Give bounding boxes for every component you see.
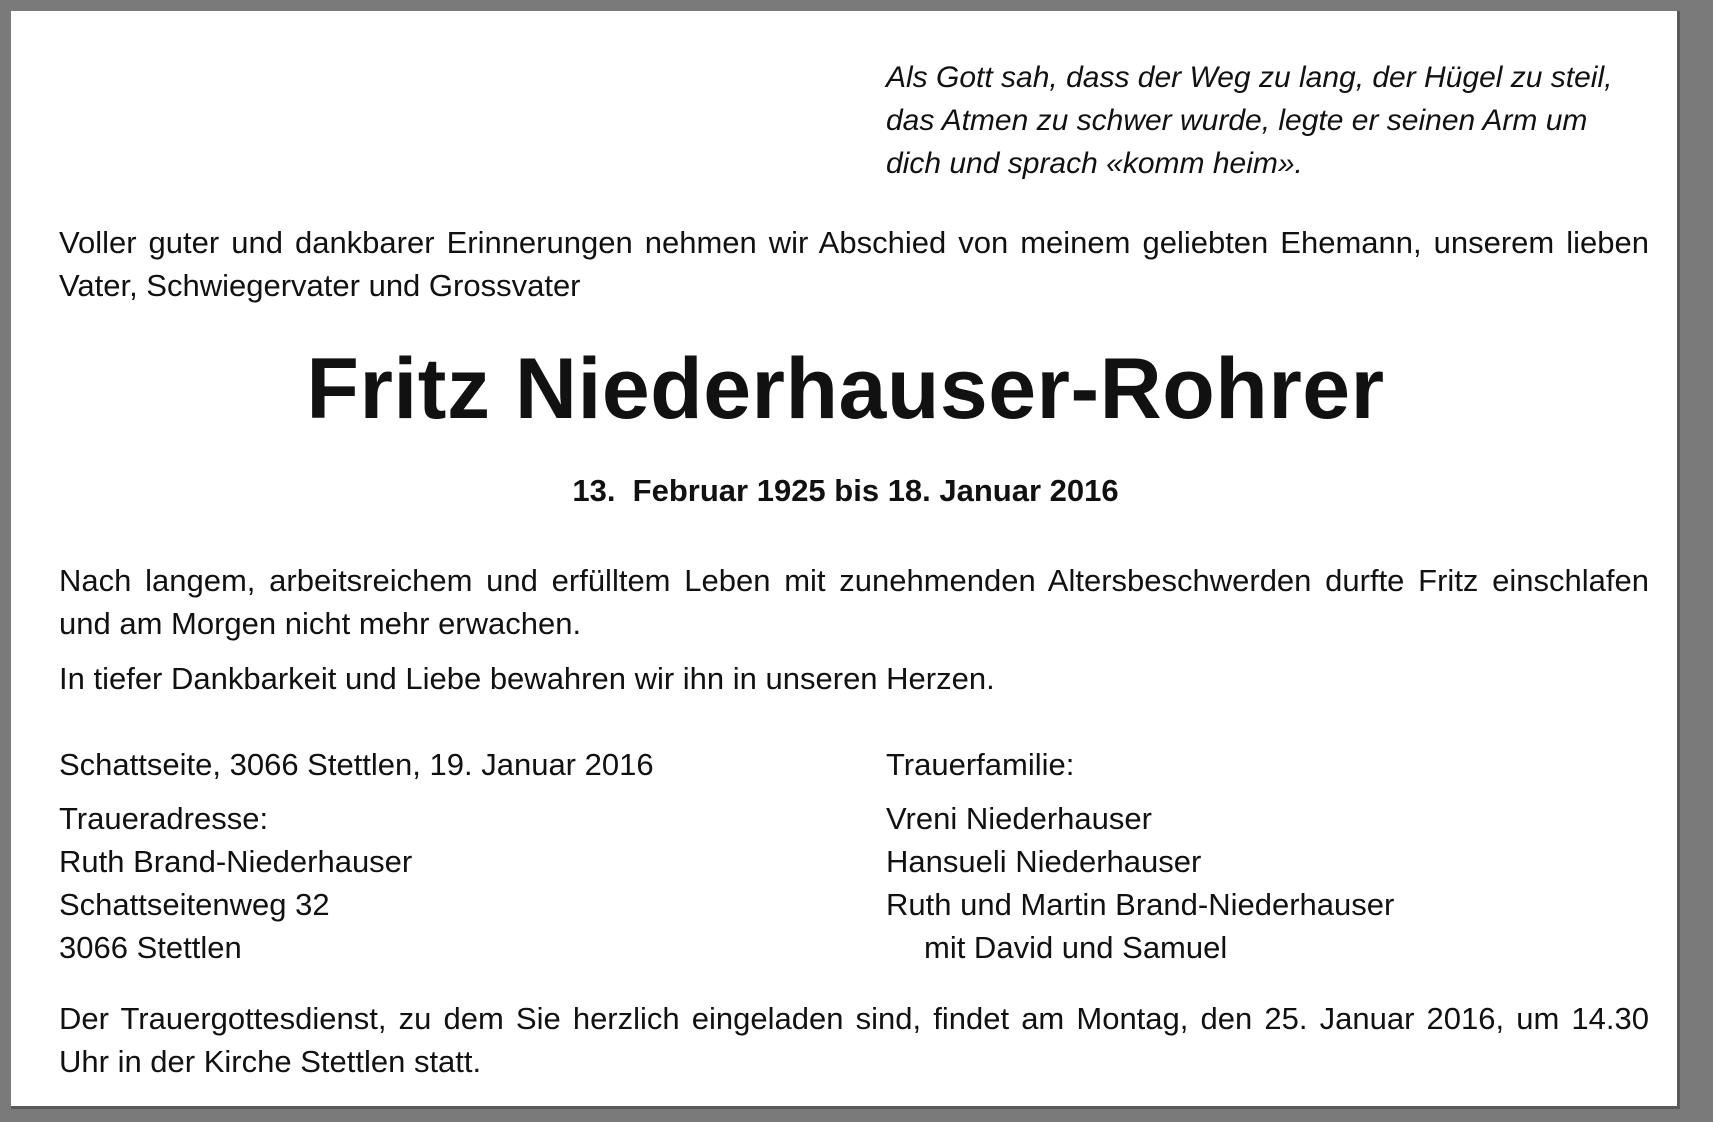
family-member: mit David und Samuel: [924, 930, 1228, 965]
address-line: Schattseitenweg 32: [59, 887, 330, 922]
family-members: [886, 797, 1394, 969]
quote-line: dich und sprach «komm heim».: [886, 147, 1303, 180]
family-member: Hansueli Niederhauser: [886, 844, 1202, 879]
family-member: Vreni Niederhauser: [886, 801, 1152, 836]
service-announcement: Der Trauergottesdienst, zu dem Sie herzlich eingeladen sind, findet am Montag, den 25. Januar 2016, um 14.30 Uhr in der Kirche Stettlen statt.: [59, 1001, 1649, 1079]
body-paragraph: Nach langem, arbeitsreichem und erfülltem Leben mit zunehmenden Altersbeschwerden durfte Fritz einschlafen und am Morgen nicht mehr erwachen.: [59, 563, 1649, 641]
address-line: Ruth Brand-Niederhauser: [59, 844, 413, 879]
obituary-notice: [11, 11, 1680, 1109]
life-dates: 13. Februar 1925 bis 18. Januar 2016: [572, 473, 1119, 508]
family-member: Ruth und Martin Brand-Niederhauser: [886, 887, 1395, 922]
intro-paragraph: Voller guter und dankbarer Erinnerungen nehmen wir Abschied von meinem geliebten Ehemann, unserem lieben Vater, Schwiegervater und Grossvater: [59, 225, 1649, 303]
place-date: Schattseite, 3066 Stettlen, 19. Januar 2016: [59, 747, 654, 782]
family-heading: Trauerfamilie:: [886, 747, 1075, 782]
address-line: 3066 Stettlen: [59, 930, 242, 965]
quote-line: Als Gott sah, dass der Weg zu lang, der Hügel zu steil,: [886, 61, 1613, 94]
mourning-address: [59, 797, 412, 969]
epigraph-quote: [886, 56, 1656, 185]
quote-line: das Atmen zu schwer wurde, legte er seinen Arm um: [886, 104, 1588, 137]
body-paragraph: In tiefer Dankbarkeit und Liebe bewahren wir ihn in unseren Herzen.: [59, 661, 995, 696]
address-heading: Traueradresse:: [59, 801, 269, 836]
deceased-name: Fritz Niederhauser-Rohrer: [306, 341, 1385, 437]
